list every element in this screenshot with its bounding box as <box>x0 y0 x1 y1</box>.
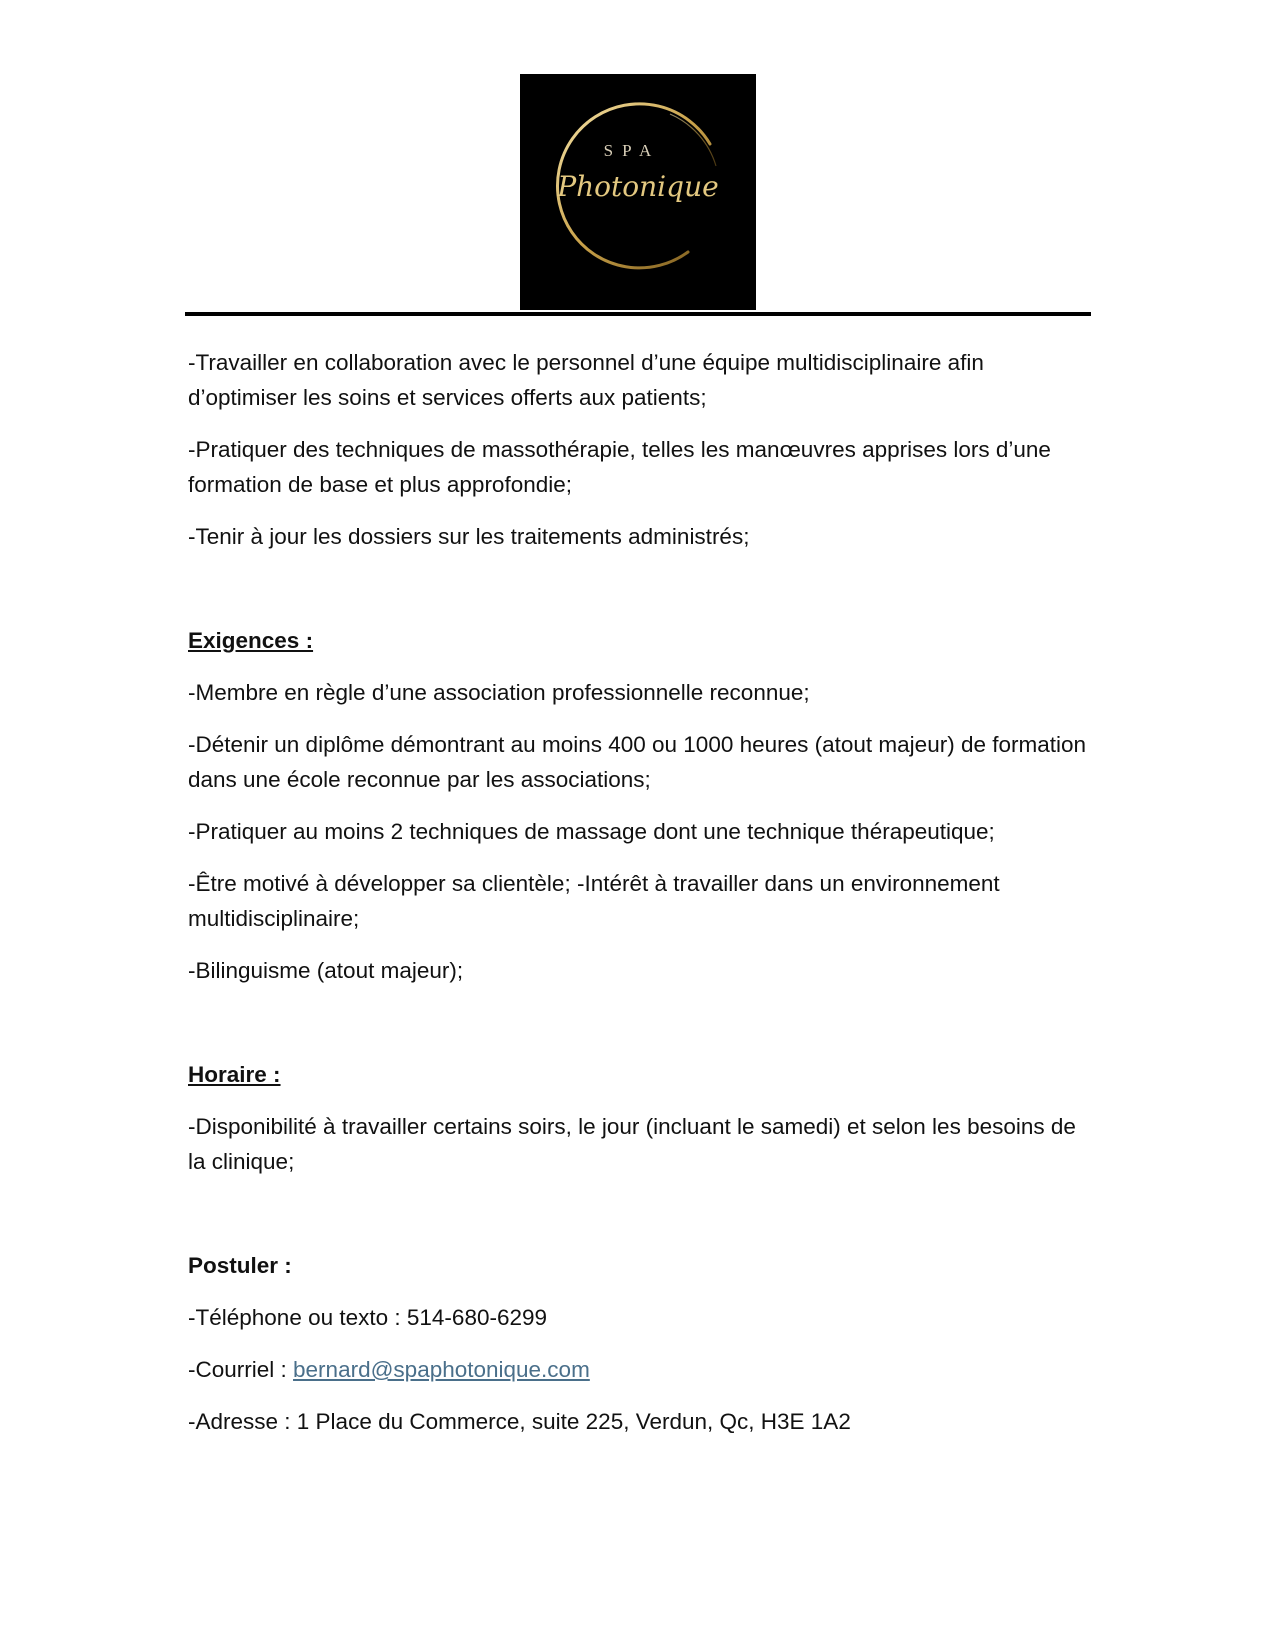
apply-address: -Adresse : 1 Place du Commerce, suite 225, Verdun, Qc, H3E 1A2 <box>188 1409 851 1434</box>
apply-email-line <box>188 1352 1088 1387</box>
requirements-heading: Exigences : <box>188 628 314 653</box>
duty-item: -Travailler en collaboration avec le personnel d’une équipe multidisciplinaire afin d’optimiser les soins et services offerts aux patients; <box>188 350 984 410</box>
duty-item: -Tenir à jour les dossiers sur les traitements administrés; <box>188 524 750 549</box>
requirement-item: -Membre en règle d’une association professionnelle reconnue; <box>188 680 810 705</box>
apply-email-label: -Courriel : <box>188 1357 294 1382</box>
schedule-item: -Disponibilité à travailler certains soirs, le jour (incluant le samedi) et selon les besoins de la clinique; <box>188 1114 1076 1174</box>
requirement-item: -Être motivé à développer sa clientèle; -Intérêt à travailler dans un environnement multidisciplinaire; <box>188 871 1000 931</box>
gold-circle-logo-icon <box>520 74 756 310</box>
email-link[interactable]: bernard@spaphotonique.com <box>293 1357 590 1382</box>
requirement-item: -Pratiquer au moins 2 techniques de massage dont une technique thérapeutique; <box>188 819 995 844</box>
job-description <box>188 345 1088 1456</box>
spa-photonique-logo <box>520 74 756 310</box>
schedule-heading: Horaire : <box>188 1062 281 1087</box>
requirement-item: -Bilinguisme (atout majeur); <box>188 958 464 983</box>
duty-item: -Pratiquer des techniques de massothérapie, telles les manœuvres apprises lors d’une formation de base et plus approfondie; <box>188 437 1051 497</box>
logo-line1: SPA <box>603 141 661 160</box>
apply-heading: Postuler : <box>188 1253 292 1278</box>
header-divider <box>185 312 1091 316</box>
requirement-item: -Détenir un diplôme démontrant au moins 400 ou 1000 heures (atout majeur) de formation dans une école reconnue par les associations; <box>188 732 1087 792</box>
logo-line2: Photonique <box>557 170 719 203</box>
apply-phone: -Téléphone ou texto : 514-680-6299 <box>188 1305 548 1330</box>
